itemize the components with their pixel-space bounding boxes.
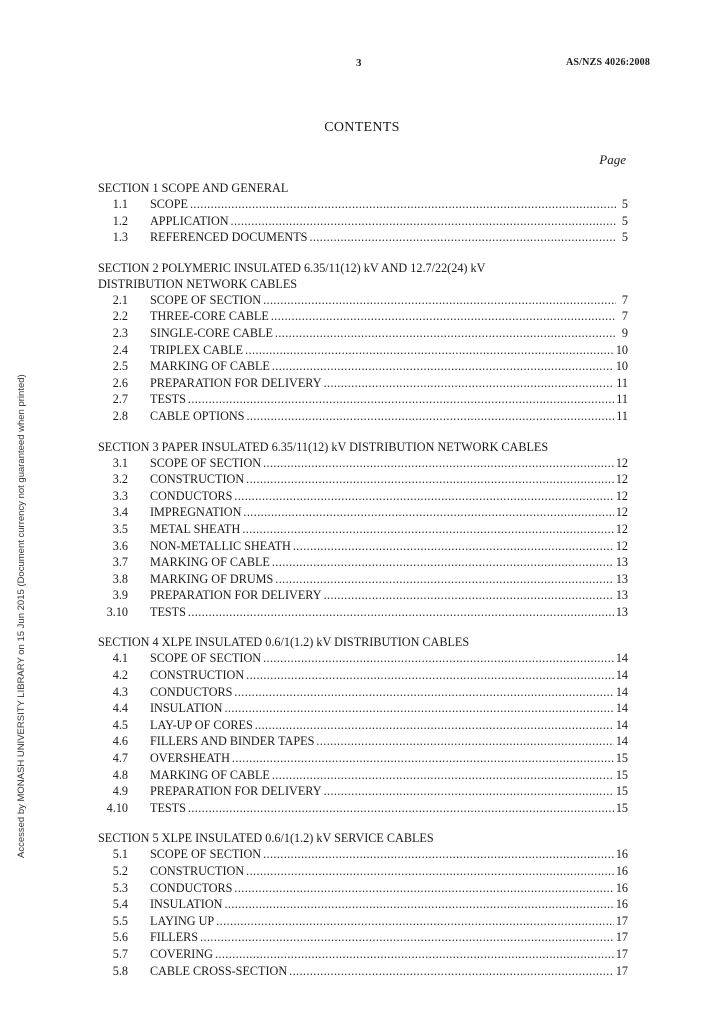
- page-ref: 10: [615, 342, 628, 357]
- toc-entry[interactable]: [98, 538, 628, 555]
- page-ref: 12: [615, 538, 628, 553]
- clause-number: 5.3: [112, 880, 128, 895]
- toc-entry[interactable]: [98, 391, 628, 408]
- toc-entry[interactable]: [98, 587, 628, 604]
- clause-number: 3.6: [112, 538, 128, 553]
- section-title: SECTION 1 SCOPE AND GENERAL: [98, 181, 289, 195]
- clause-title: INSULATION: [150, 701, 223, 716]
- clause-title: CONSTRUCTION: [150, 864, 245, 878]
- clause-number: 4.9: [112, 784, 128, 799]
- dot-leader: [245, 342, 614, 359]
- toc-entry[interactable]: [98, 308, 628, 325]
- page-ref: 13: [615, 555, 628, 570]
- dot-leader: [224, 700, 613, 717]
- clause-title: APPLICATION: [150, 213, 229, 228]
- section-title: SECTION 3 PAPER INSULATED 6.35/11(12) kV DISTRIBUTION NETWORK CABLES: [98, 439, 549, 454]
- page-ref: 9: [621, 325, 628, 340]
- clause-title: REFERENCED DOCUMENTS: [150, 230, 308, 245]
- clause-title: CONDUCTORS: [150, 684, 233, 699]
- clause-number: 2.8: [112, 408, 128, 423]
- dot-leader: [216, 913, 614, 930]
- page-ref: 5: [621, 213, 628, 228]
- toc-entry[interactable]: [98, 488, 628, 505]
- table-of-contents: [98, 180, 628, 979]
- clause-number: 4.3: [112, 684, 128, 699]
- clause-number: 2.4: [112, 342, 128, 357]
- dot-leader: [263, 455, 614, 472]
- clause-title: CONSTRUCTION: [150, 472, 245, 487]
- toc-entry[interactable]: [98, 571, 628, 588]
- page-ref: 12: [615, 455, 628, 470]
- dot-leader: [234, 684, 613, 701]
- clause-title: CONDUCTORS: [150, 880, 233, 895]
- toc-entry[interactable]: [98, 896, 628, 913]
- clause-number: 4.4: [112, 701, 128, 716]
- clause-title: TRIPLEX CABLE: [150, 342, 244, 357]
- page-ref: 13: [615, 571, 628, 586]
- page-ref: 15: [615, 767, 628, 782]
- toc-entry[interactable]: [98, 846, 628, 863]
- dot-leader: [263, 292, 616, 309]
- dot-leader: [272, 554, 614, 571]
- toc-entry[interactable]: [98, 375, 628, 392]
- page-ref: 14: [615, 717, 628, 732]
- clause-title: THREE-CORE CABLE: [150, 309, 269, 324]
- clause-number: 2.7: [112, 392, 128, 407]
- clause-number: 2.3: [112, 325, 128, 340]
- toc-section: [98, 439, 628, 621]
- page-ref: 16: [615, 897, 628, 912]
- clause-title: COVERING: [150, 946, 213, 961]
- clause-number: 3.7: [112, 555, 128, 570]
- toc-entry[interactable]: [98, 650, 628, 667]
- clause-number: 3.2: [112, 472, 128, 487]
- clause-number: 4.8: [112, 767, 128, 782]
- page-ref: 15: [615, 800, 628, 815]
- standard-id: AS/NZS 4026:2008: [566, 57, 651, 68]
- clause-number: 1.1: [112, 197, 128, 211]
- dot-leader: [316, 733, 613, 750]
- clause-title: MARKING OF DRUMS: [150, 571, 274, 586]
- dot-leader: [234, 880, 613, 897]
- dot-leader: [275, 571, 614, 588]
- clause-number: 1.3: [112, 230, 128, 245]
- page-ref: 16: [615, 864, 628, 878]
- clause-number: 2.1: [112, 292, 128, 307]
- toc-entry[interactable]: [98, 667, 628, 684]
- clause-number: 5.8: [112, 963, 128, 978]
- clause-number: 2.2: [112, 309, 128, 324]
- section-title: SECTION 2 POLYMERIC INSULATED 6.35/11(12) kV AND 12.7/22(24) kV: [98, 260, 486, 275]
- toc-entry[interactable]: [98, 733, 628, 750]
- dot-leader: [246, 667, 614, 684]
- clause-number: 5.6: [112, 930, 128, 945]
- toc-entry[interactable]: [98, 521, 628, 538]
- contents-title: CONTENTS: [324, 120, 400, 135]
- page-ref: 14: [615, 684, 628, 699]
- clause-title: PREPARATION FOR DELIVERY: [150, 784, 322, 799]
- toc-entry[interactable]: [98, 342, 628, 359]
- toc-entry[interactable]: [98, 863, 628, 880]
- clause-number: 3.9: [112, 588, 128, 603]
- toc-entry[interactable]: [98, 800, 628, 817]
- page-ref: 13: [615, 588, 628, 603]
- page-ref: 15: [615, 751, 628, 766]
- dot-leader: [232, 750, 614, 767]
- toc-entry[interactable]: [98, 717, 628, 734]
- page-ref: 12: [615, 472, 628, 487]
- page-ref: 10: [615, 359, 628, 374]
- page-ref: 17: [615, 963, 628, 978]
- clause-number: 3.5: [112, 521, 128, 536]
- page-ref: 5: [621, 230, 628, 245]
- dot-leader: [246, 863, 614, 880]
- toc-entry[interactable]: [98, 946, 628, 963]
- toc-section: [98, 260, 628, 425]
- page-ref: 12: [615, 488, 628, 503]
- page-ref: 14: [615, 668, 628, 683]
- dot-leader: [324, 587, 614, 604]
- clause-title: SCOPE OF SECTION: [150, 292, 262, 307]
- page-number: 3: [356, 57, 362, 69]
- dot-leader: [200, 929, 614, 946]
- dot-leader: [293, 538, 614, 555]
- page-ref: 14: [615, 734, 628, 749]
- dot-leader: [289, 963, 614, 980]
- toc-entry[interactable]: [98, 229, 628, 246]
- page-ref: 17: [615, 930, 628, 945]
- page-ref: 14: [615, 701, 628, 716]
- clause-number: 3.3: [112, 488, 128, 503]
- clause-title: SCOPE: [150, 197, 188, 211]
- dot-leader: [246, 408, 614, 425]
- toc-section: [98, 180, 628, 246]
- clause-title: MARKING OF CABLE: [150, 359, 270, 374]
- toc-entry[interactable]: [98, 471, 628, 488]
- clause-title: FILLERS AND BINDER TAPES: [150, 734, 315, 749]
- clause-title: METAL SHEATH: [150, 521, 241, 536]
- dot-leader: [231, 213, 616, 230]
- clause-title: LAYING UP: [150, 913, 215, 928]
- clause-title: TESTS: [150, 800, 186, 815]
- toc-entry[interactable]: [98, 880, 628, 897]
- page-ref: 11: [616, 375, 628, 390]
- clause-title: CABLE CROSS-SECTION: [150, 963, 288, 978]
- clause-title: NON-METALLIC SHEATH: [150, 538, 291, 553]
- dot-leader: [224, 896, 613, 913]
- clause-number: 3.4: [112, 505, 128, 520]
- clause-number: 4.1: [112, 651, 128, 666]
- page-ref: 17: [615, 913, 628, 928]
- dot-leader: [271, 308, 616, 325]
- clause-title: LAY-UP OF CORES: [150, 717, 253, 732]
- toc-entry[interactable]: [98, 750, 628, 767]
- clause-number: 5.4: [112, 897, 128, 912]
- page-ref: 7: [621, 309, 628, 324]
- clause-number: 4.10: [106, 800, 128, 815]
- page-ref: 17: [615, 946, 628, 961]
- clause-title: TESTS: [150, 604, 186, 619]
- clause-title: PREPARATION FOR DELIVERY: [150, 588, 322, 603]
- clause-title: CABLE OPTIONS: [150, 408, 245, 423]
- clause-title: SCOPE OF SECTION: [150, 651, 262, 666]
- section-title: DISTRIBUTION NETWORK CABLES: [98, 276, 298, 291]
- clause-title: PREPARATION FOR DELIVERY: [150, 375, 322, 390]
- toc-entry[interactable]: [98, 292, 628, 309]
- dot-leader: [188, 800, 614, 817]
- clause-title: CONSTRUCTION: [150, 668, 245, 683]
- toc-entry[interactable]: [98, 783, 628, 800]
- clause-title: SCOPE OF SECTION: [150, 455, 262, 470]
- clause-number: 3.1: [112, 455, 128, 470]
- watermark-text: Accessed by MONASH UNIVERSITY LIBRARY on 15 Jun 2015 (Document currency not guaranteed when printed): [16, 374, 27, 858]
- toc-entry[interactable]: [98, 358, 628, 375]
- section-title: SECTION 5 XLPE INSULATED 0.6/1(1.2) kV SERVICE CABLES: [98, 831, 434, 846]
- toc-entry[interactable]: [98, 325, 628, 342]
- dot-leader: [188, 604, 614, 621]
- clause-title: SINGLE-CORE CABLE: [150, 325, 273, 340]
- dot-leader: [188, 391, 614, 408]
- clause-title: SCOPE OF SECTION: [150, 847, 262, 862]
- toc-entry[interactable]: [98, 196, 628, 213]
- clause-number: 2.5: [112, 359, 128, 374]
- clause-title: FILLERS: [150, 930, 199, 945]
- dot-leader: [246, 471, 614, 488]
- page-ref: 12: [615, 505, 628, 520]
- clause-number: 4.2: [112, 668, 128, 683]
- access-watermark: [4, 374, 27, 858]
- toc-entry[interactable]: [98, 963, 628, 980]
- dot-leader: [275, 325, 616, 342]
- clause-number: 2.6: [112, 375, 128, 390]
- page-ref: 14: [615, 651, 628, 666]
- page-ref: 15: [615, 784, 628, 799]
- page-ref: 11: [616, 408, 628, 423]
- dot-leader: [324, 783, 614, 800]
- clause-title: INSULATION: [150, 897, 223, 912]
- clause-title: IMPREGNATION: [150, 505, 242, 520]
- dot-leader: [263, 650, 614, 667]
- page-ref: 7: [621, 292, 628, 307]
- toc-entry[interactable]: [98, 684, 628, 701]
- dot-leader: [190, 196, 616, 213]
- dot-leader: [263, 846, 614, 863]
- clause-number: 4.5: [112, 717, 128, 732]
- clause-title: CONDUCTORS: [150, 488, 233, 503]
- page-ref: 13: [615, 604, 628, 619]
- toc-entry[interactable]: [98, 767, 628, 784]
- clause-title: TESTS: [150, 392, 186, 407]
- clause-number: 5.2: [112, 864, 128, 878]
- dot-leader: [215, 946, 614, 963]
- dot-leader: [234, 488, 613, 505]
- clause-title: OVERSHEATH: [150, 751, 230, 766]
- dot-leader: [243, 504, 613, 521]
- page-ref: 12: [615, 521, 628, 536]
- section-title: SECTION 4 XLPE INSULATED 0.6/1(1.2) kV DISTRIBUTION CABLES: [98, 635, 470, 650]
- clause-number: 4.7: [112, 751, 128, 766]
- toc-entry[interactable]: [98, 213, 628, 230]
- toc-entry[interactable]: [98, 408, 628, 425]
- clause-number: 1.2: [112, 213, 128, 228]
- clause-title: MARKING OF CABLE: [150, 767, 270, 782]
- clause-number: 3.10: [106, 604, 128, 619]
- toc-entry[interactable]: [98, 929, 628, 946]
- page-ref: 5: [621, 197, 628, 211]
- toc-section: [98, 634, 628, 816]
- toc-entry[interactable]: [98, 604, 628, 621]
- toc-entry[interactable]: [98, 504, 628, 521]
- page-ref: 16: [615, 880, 628, 895]
- dot-leader: [309, 229, 616, 246]
- dot-leader: [324, 375, 615, 392]
- clause-number: 4.6: [112, 734, 128, 749]
- dot-leader: [272, 358, 614, 375]
- toc-entry[interactable]: [98, 455, 628, 472]
- toc-entry[interactable]: [98, 700, 628, 717]
- dot-leader: [242, 521, 614, 538]
- clause-number: 5.1: [112, 847, 128, 862]
- toc-entry[interactable]: [98, 913, 628, 930]
- page-ref: 11: [616, 392, 628, 407]
- page-ref: 16: [615, 847, 628, 862]
- page-column-label: Page: [599, 152, 626, 167]
- clause-number: 5.5: [112, 913, 128, 928]
- dot-leader: [272, 767, 614, 784]
- toc-entry[interactable]: [98, 554, 628, 571]
- toc-section: [98, 830, 628, 979]
- clause-number: 5.7: [112, 946, 128, 961]
- clause-title: MARKING OF CABLE: [150, 555, 270, 570]
- dot-leader: [255, 717, 614, 734]
- clause-number: 3.8: [112, 571, 128, 586]
